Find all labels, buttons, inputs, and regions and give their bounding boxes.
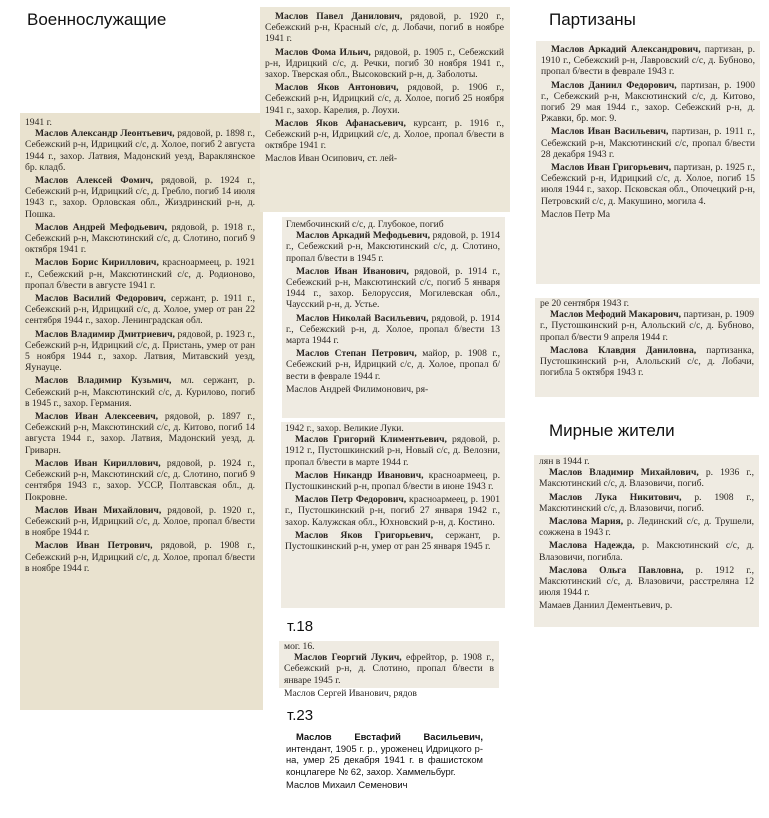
bottom-fragment-text: Маслов Андрей Филимонович, ря- xyxy=(286,383,429,395)
person-details: партизан, р. 1909 г., Пустошкинский р-н, Алольский с/с, д. Бубново, пропал б/вести 9 апреля 1944 г. xyxy=(540,309,755,343)
person-name: Маслов Иван Михайлович, xyxy=(35,504,162,516)
person-name: Маслов Василий Федорович, xyxy=(35,293,167,305)
person-name: Маслов Яков Григорьевич, xyxy=(295,529,434,541)
person-entry xyxy=(25,329,255,374)
person-entry xyxy=(541,80,755,125)
person-details: р. Максютинский с/с, д. Влазовичи, погибла. xyxy=(539,540,754,563)
person-entry xyxy=(541,162,755,207)
person-details: сержант, р. Пустошкинский р-н, умер от ран 25 января 1945 г. xyxy=(285,529,501,553)
person-details: рядовой, р. 1923 г., Себежский р-н, Идрицкий с/с, д. Пристань, умер от ран 5 ноября 1944 г., захор. Латвия, Митавский уезд, Яунауце. xyxy=(25,328,255,374)
entries-list xyxy=(540,309,754,378)
entries-list xyxy=(286,230,500,382)
bottom-fragment-text: Мамаев Даниил Дементьевич, р. xyxy=(539,600,673,612)
person-details: партизан, р. 1910 г., Себежский р-н, Лавровский с/с, д. Бубново, пропал б/вести в феврале 1943 г. xyxy=(541,44,755,78)
bottom-fragment-text: Маслов Иван Осипович, ст. лей- xyxy=(265,153,398,165)
person-name: Маслов Мефодий Макарович, xyxy=(550,309,682,321)
person-entry xyxy=(25,505,255,539)
person-details: рядовой, р. 1920 г., Себежский р-н, Идрицкий с/с, д. Холое, пропал б/вести в ноябре 1944 г. xyxy=(25,504,255,539)
entries-list xyxy=(265,11,504,151)
clipping-military-column-2c xyxy=(281,422,505,608)
person-entry xyxy=(541,126,755,160)
clipping-civilians-3c xyxy=(534,455,759,627)
person-name: Маслов Георгий Лукич, xyxy=(294,652,402,664)
heading-civilians: Мирные жители xyxy=(549,421,675,440)
person-name: Маслов Степан Петрович, xyxy=(296,348,417,360)
person-details: красноармеец, р. 1921 г., Себежский р-н, Максютинский с/с, д. Родионово, пропал б/вести в августе 1941 г. xyxy=(25,257,255,291)
person-details: рядовой, р. 1898 г., Себежский р-н, Идрицкий с/с, д. Холое, погиб 2 августа 1944 г., захор. Латвия, Мадонский уезд, Вараклянское бр. кладб. xyxy=(25,128,255,173)
top-fragment-text: ре 20 сентября 1943 г. xyxy=(540,298,630,309)
person-name: Маслов Алексей Фомич, xyxy=(35,175,154,187)
person-entry xyxy=(25,540,255,574)
person-entry xyxy=(540,345,754,379)
person-details: рядовой, р. 1897 г., Себежский р-н, Максютинский с/с, д. Китово, погиб 14 августа 1944 г., захор. Латвия, Мадонский уезд, д. Гриварн. xyxy=(25,411,256,456)
entries-list xyxy=(539,467,754,598)
person-entry xyxy=(539,565,754,599)
person-details: рядовой, р. 1914 г., Себежский р-н, Максютинский с/с, д. Слотино, пропал б/вести в 1945 г. xyxy=(286,230,500,264)
person-name: Маслов Григорий Климентьевич, xyxy=(295,434,447,446)
heading-partisans: Партизаны xyxy=(549,10,636,29)
person-details: ефрейтор, р. 1908 г., Себежский р-н, д. Слотино, пропал б/вести в январе 1945 г. xyxy=(284,652,494,686)
clipping-military-column xyxy=(20,113,263,710)
person-entry xyxy=(265,118,504,152)
person-name: Маслов Фома Ильич, xyxy=(275,46,371,58)
person-details: партизан, р. 1925 г., Себежский р-н, Идрицкий с/с, д. Холое, погиб 15 июля 1944 г., захор. Псковская обл., Опочецкий р-н, Петровский с/с, д. Макушино, могила 4. xyxy=(541,162,755,207)
person-entry xyxy=(284,652,494,686)
person-entry xyxy=(25,257,255,291)
person-details: рядовой, р. 1906 г., Себежский р-н, Идрицкий с/с, д. Холое, погиб 25 ноября 1941 г., захор. Карелия, р. Лоухи. xyxy=(265,82,504,116)
bottom-fragment-text: Маслов Михаил Семенович xyxy=(286,779,408,790)
person-entry xyxy=(539,540,754,562)
person-entry xyxy=(25,375,255,409)
person-details: рядовой, р. 1918 г., Себежский р-н, Максютинский с/с, д. Слотино, погиб 9 октября 1941 г. xyxy=(25,221,255,256)
person-entry xyxy=(285,470,500,492)
person-entry xyxy=(25,411,255,456)
person-entry xyxy=(265,11,504,45)
person-name: Маслов Яков Антонович, xyxy=(275,82,399,94)
person-entry xyxy=(285,530,500,552)
person-name: Маслова Клавдия Даниловна, xyxy=(550,344,697,356)
person-name: Маслов Никандр Иванович, xyxy=(295,469,424,481)
entries-list xyxy=(541,44,755,207)
volume-label-18: т.18 xyxy=(287,618,314,635)
person-name: Маслов Александр Леонтьевич, xyxy=(35,128,175,140)
clipping-partisans-3a xyxy=(536,41,760,284)
person-name: Маслов Владимир Дмитриевич, xyxy=(35,328,175,340)
person-entry xyxy=(539,516,754,538)
person-details: рядовой, р. 1905 г., Себежский р-н, Идрицкий с/с, д. Речки, погиб 30 ноября 1941 г., захор. Тверская обл., Высоковский р-н, д. Заболоты. xyxy=(265,46,504,81)
person-name: Маслов Иван Иванович, xyxy=(296,265,409,277)
person-details: курсант, р. 1916 г., Себежский р-н, Идрицкий с/с, д. Холое, пропал б/вести в октябре 1941 г. xyxy=(265,117,504,152)
person-entry xyxy=(265,47,504,81)
person-entry xyxy=(541,44,755,78)
person-name: Маслов Даниил Федорович, xyxy=(551,79,677,91)
top-fragment-text: 1941 г. xyxy=(25,117,52,128)
person-details: рядовой, р. 1914 г., Себежский р-н, д. Холое, пропал б/вести 13 марта 1944 г. xyxy=(286,312,500,347)
person-details: партизан, р. 1900 г., Себежский р-н, Максютинский с/с, д. Китово, погиб 29 мая 1944 г., захор. Себежский р-н, д. Ржавки, бр. мог. 9. xyxy=(541,79,755,125)
person-entry xyxy=(25,458,255,503)
person-name: Маслов Борис Кириллович, xyxy=(35,257,159,269)
person-details: мл. сержант, р. Себежский р-н, Максютинский с/с, д. Курилово, погиб в 1945 г., захор. Германия. xyxy=(25,375,255,409)
person-name: Маслов Владимир Михайлович, xyxy=(549,467,699,479)
person-entry xyxy=(286,731,483,777)
person-name: Маслов Петр Федорович, xyxy=(295,494,407,506)
clipping-military-column-2a xyxy=(260,7,510,212)
person-details: сержант, р. 1911 г., Себежский р-н, Идрицкий с/с, д. Холое, умер от ран 22 сентября 1944 г., захор. Ленинградская обл. xyxy=(25,293,255,327)
person-name: Маслов Андрей Мефодьевич, xyxy=(35,221,167,233)
person-entry xyxy=(25,128,255,173)
top-fragment-text: Глембочинский с/с, д. Глубокое, погиб xyxy=(286,219,444,230)
person-details: рядовой, р. 1908 г., Себежский р-н, Идрицкий с/с, д. Холое, пропал б/вести в ноябре 1944 г. xyxy=(25,540,255,574)
person-details: р. 1912 г., Максютинский с/с, д. Влазовичи, расстреляна 12 июля 1944 г. xyxy=(539,564,754,599)
person-name: Маслов Николай Васильевич, xyxy=(296,312,429,324)
person-entry xyxy=(539,492,754,514)
entries-list xyxy=(285,434,500,552)
volume-label-23: т.23 xyxy=(287,707,314,724)
clipping-military-column-2b xyxy=(282,217,505,418)
entries-list xyxy=(25,128,255,574)
person-name: Маслов Владимир Кузьмич, xyxy=(35,375,172,387)
person-details: партизан, р. 1911 г., Себежский р-н, Максютинский с/с, пропал б/вести 28 декабря 1943 г. xyxy=(541,126,755,160)
person-name: Маслов Иван Васильевич, xyxy=(551,126,669,138)
person-details: рядовой, р. 1920 г., Себежский р-н, Красный с/с, д. Лобачи, погиб в ноябре 1941 г. xyxy=(265,11,504,45)
person-details: рядовой, р. 1914 г., Себежский р-н, Максютинский с/с, погиб 5 января 1944 г., захор. Белоруссия, Могилевская обл., Чаусский р-н, д. Устье. xyxy=(286,265,500,311)
person-name: Маслова Ольга Павловна, xyxy=(549,564,684,576)
person-name: Маслов Яков Афанасьевич, xyxy=(275,117,406,129)
person-entry xyxy=(25,222,255,256)
person-entry xyxy=(285,434,500,468)
bottom-fragment-text: Маслов Петр Ма xyxy=(541,208,611,220)
person-details: р. Лединский с/с, д. Трушели, сожжена в 1943 г. xyxy=(539,516,754,539)
person-entry xyxy=(540,309,754,343)
person-details: рядовой, р. 1924 г., Себежский р-н, Идрицкий с/с, д. Гребло, погиб 14 июля 1943 г., захор. Орловская обл., Жиздринский р-н, д. Пошка. xyxy=(25,175,255,220)
person-name: Маслова Мария, xyxy=(549,516,624,528)
person-entry xyxy=(286,348,500,382)
person-name: Маслов Иван Кириллович, xyxy=(35,457,161,469)
clipping-volume-23 xyxy=(283,729,486,805)
person-name: Маслов Евстафий Васильевич, xyxy=(296,731,483,742)
person-name: Маслов Иван Петрович, xyxy=(35,540,153,552)
entries-list xyxy=(286,731,483,777)
top-fragment-text: мог. 16. xyxy=(284,641,315,652)
person-name: Маслов Павел Данилович, xyxy=(275,11,403,22)
top-fragment-text: лян в 1944 г. xyxy=(539,456,590,467)
person-entry xyxy=(25,293,255,327)
clipping-partisans-3b xyxy=(535,298,759,397)
bottom-fragment-text: Маслов Сергей Иванович, рядов xyxy=(284,687,417,699)
person-details: партизанка, Пустошкинский р-н, Алольский с/с, д. Лобачи, погибла 5 октября 1943 г. xyxy=(540,344,754,379)
person-details: интендант, 1905 г. р., уроженец Идрицкого р-на, умер 25 декабря 1941 г. в фашистском концлагере № 62, захор. Хаммельбург. xyxy=(286,742,483,777)
person-entry xyxy=(539,467,754,489)
person-entry xyxy=(265,82,504,116)
person-name: Маслов Иван Алексеевич, xyxy=(35,411,159,423)
person-entry xyxy=(25,175,255,220)
person-name: Маслова Надежда, xyxy=(549,540,635,552)
top-fragment-text: 1942 г., захор. Великие Луки. xyxy=(285,423,404,434)
person-entry xyxy=(286,266,500,311)
person-entry xyxy=(286,230,500,264)
person-details: р. 1908 г., Максютинский с/с, д. Влазовичи, погиб. xyxy=(539,491,754,514)
person-details: рядовой, р. 1912 г., Пустошкинский р-н, Новый с/с, д. Велозни, пропал б/вести в марте 1944 г. xyxy=(285,434,500,468)
person-details: р. 1936 г., Максютинский с/с, д. Влазовичи, погиб. xyxy=(539,467,755,490)
person-details: майор, р. 1908 г., Себежский р-н, Идрицкий с/с, д. Холое, пропал б/вести в феврале 1944 г. xyxy=(286,348,500,382)
person-name: Маслов Иван Григорьевич, xyxy=(551,162,672,174)
person-details: красноармеец, р. Пустошкинский р-н, пропал б/вести в июне 1943 г. xyxy=(285,469,500,493)
entries-list xyxy=(284,652,494,686)
person-name: Маслов Аркадий Мефодьевич, xyxy=(296,230,431,242)
person-details: красноармеец, р. 1901 г., Пустошкинский р-н, погиб 27 января 1942 г., захор. Калужская обл., Юхновский р-н, д. Костино. xyxy=(285,494,500,528)
clipping-volume-18 xyxy=(279,641,499,699)
person-name: Маслов Аркадий Александрович, xyxy=(551,44,701,55)
person-details: рядовой, р. 1924 г., Себежский р-н, Максютинский с/с, д. Слотино, погиб 9 сентября 1943 г., захор. УССР, Полтавская обл., д. Покровне. xyxy=(25,457,255,503)
heading-military: Военнослужащие xyxy=(27,10,167,29)
person-entry xyxy=(285,494,500,528)
person-name: Маслов Лука Никитович, xyxy=(549,491,682,503)
person-entry xyxy=(286,313,500,347)
